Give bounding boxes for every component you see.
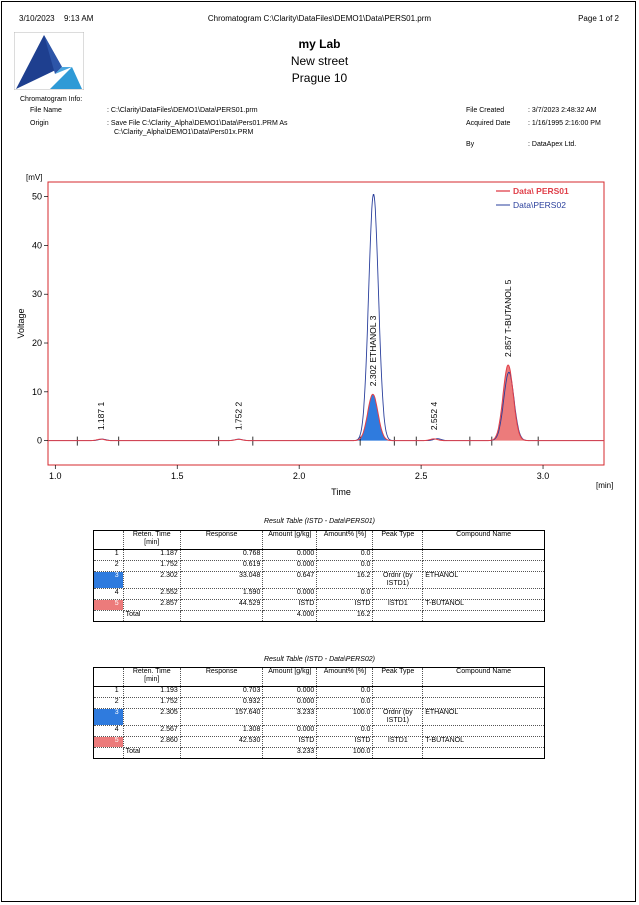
y-tick-label: 20 — [31, 338, 42, 349]
table-cell: 3.233 — [263, 748, 317, 759]
table-row — [94, 737, 545, 748]
table-cell: ISTD1 — [373, 600, 423, 611]
table-cell — [373, 748, 423, 759]
table-cell — [423, 698, 545, 709]
table-cell: 157.640 — [180, 709, 263, 726]
y-tick-label: 10 — [31, 386, 42, 397]
acquired-date-label: Acquired Date — [466, 120, 511, 127]
table-cell: ISTD — [263, 600, 317, 611]
table-row — [94, 611, 545, 622]
lab-city: Prague 10 — [291, 71, 348, 85]
peak-label: 2.302 ETHANOL 3 — [367, 315, 378, 387]
table-row — [94, 550, 545, 561]
lab-name: my Lab — [298, 37, 341, 51]
y-tick-label: 30 — [31, 289, 42, 300]
series-pers01-line — [48, 365, 604, 441]
file-created-value: : 3/7/2023 2:48:32 AM — [528, 107, 597, 114]
column-header — [94, 531, 124, 550]
table-cell: 0.000 — [263, 550, 317, 561]
table-cell: 2.860 — [123, 737, 180, 748]
table-cell: 16.2 — [317, 611, 373, 622]
result-table-2-title: Result Table (ISTD - Data\PERS02) — [263, 656, 375, 663]
table-cell: Ordnr (by ISTD1) — [373, 709, 423, 726]
x-tick-label: 1.5 — [170, 471, 184, 481]
column-header: Amount% [%] — [317, 668, 373, 687]
column-header: Amount% [%] — [317, 531, 373, 550]
table-row — [94, 709, 545, 726]
x-unit-label: [min] — [596, 481, 614, 490]
table-cell: 2 — [94, 698, 124, 709]
table-cell: 1.187 — [123, 550, 180, 561]
table-cell: 42.530 — [180, 737, 263, 748]
origin-label: Origin — [30, 120, 49, 127]
x-tick-label: 1.0 — [49, 471, 62, 481]
x-tick-label: 3.0 — [536, 471, 550, 481]
table-cell — [373, 550, 423, 561]
table-cell: 4 — [94, 726, 124, 737]
lab-street: New street — [290, 54, 349, 68]
column-header: Compound Name — [423, 531, 545, 550]
table-cell: 0.0 — [317, 726, 373, 737]
by-label: By — [466, 141, 475, 148]
legend-pers02-label: Data\PERS02 — [513, 200, 566, 210]
table-cell — [373, 589, 423, 600]
table-cell: 2.552 — [123, 589, 180, 600]
by-value: : DataApex Ltd. — [528, 141, 577, 148]
table-cell: 0.932 — [180, 698, 263, 709]
table-cell — [180, 611, 263, 622]
table-row — [94, 572, 545, 589]
table-cell — [423, 589, 545, 600]
table-cell: 5 — [94, 737, 124, 748]
column-header: Compound Name — [423, 668, 545, 687]
result-table-1 — [93, 530, 545, 622]
table-cell: 1.752 — [123, 561, 180, 572]
y-unit-label: [mV] — [26, 173, 43, 182]
y-axis-label: Voltage — [16, 308, 26, 339]
table-cell: 0.0 — [317, 561, 373, 572]
x-tick-label: 2.0 — [292, 471, 306, 481]
table-row — [94, 748, 545, 759]
table-cell: ISTD — [317, 737, 373, 748]
table-cell: 0.703 — [180, 687, 263, 698]
result-table-2 — [93, 667, 545, 759]
table-cell: ISTD — [263, 737, 317, 748]
table-cell: Total — [123, 611, 180, 622]
column-header: Reten. Time [min] — [123, 668, 180, 687]
column-header: Peak Type — [373, 531, 423, 550]
print-time: 9:13 AM — [64, 14, 94, 23]
table-cell: 16.2 — [317, 572, 373, 589]
y-tick-label: 50 — [31, 191, 42, 202]
table-cell: T-BUTANOL — [423, 600, 545, 611]
table-cell: ISTD — [317, 600, 373, 611]
peak-label: 1.752 2 — [233, 401, 244, 431]
column-header: Amount [g/kg] — [263, 531, 317, 550]
table-cell: 3 — [94, 709, 124, 726]
table-cell — [423, 748, 545, 759]
print-date: 3/10/2023 — [19, 14, 55, 23]
table-cell: 1.590 — [180, 589, 263, 600]
chromatogram-chart — [0, 165, 639, 505]
table-cell: 0.0 — [317, 698, 373, 709]
table-cell: 2.302 — [123, 572, 180, 589]
table-cell: 1.752 — [123, 698, 180, 709]
table-row — [94, 600, 545, 611]
table-cell: 33.048 — [180, 572, 263, 589]
peak-label: 2.552 4 — [428, 401, 439, 431]
table-cell: ETHANOL — [423, 709, 545, 726]
table-cell — [94, 611, 124, 622]
table-cell — [423, 687, 545, 698]
table-cell: 3.233 — [263, 709, 317, 726]
table-row — [94, 687, 545, 698]
table-cell — [373, 611, 423, 622]
table-cell: 4 — [94, 589, 124, 600]
table-cell — [373, 561, 423, 572]
peak-label: 1.187 1 — [95, 401, 106, 431]
peak-label: 2.857 T-BUTANOL 5 — [503, 279, 514, 357]
table-cell: 0.0 — [317, 687, 373, 698]
acquired-date-value: : 1/16/1995 2:16:00 PM — [528, 120, 601, 127]
table-cell: ISTD1 — [373, 737, 423, 748]
table-cell: 0.768 — [180, 550, 263, 561]
table-cell — [373, 687, 423, 698]
table-cell: 0.000 — [263, 726, 317, 737]
table-row — [94, 726, 545, 737]
table-cell: 0.0 — [317, 550, 373, 561]
table-cell: 2.857 — [123, 600, 180, 611]
column-header: Response — [180, 668, 263, 687]
origin-value-2: C:\Clarity_Alpha\DEMO1\Data\Pers01x.PRM — [114, 129, 254, 136]
column-header: Reten. Time [min] — [123, 531, 180, 550]
file-name-value: : C:\Clarity\DataFiles\DEMO1\Data\PERS01.prm — [107, 107, 258, 114]
table-cell: 2 — [94, 561, 124, 572]
table-cell: 1 — [94, 687, 124, 698]
column-header: Peak Type — [373, 668, 423, 687]
table-cell: 44.529 — [180, 600, 263, 611]
file-name-label: File Name — [30, 107, 62, 114]
page-number: Page 1 of 2 — [578, 14, 619, 23]
table-cell: Total — [123, 748, 180, 759]
table-cell: 0.0 — [317, 589, 373, 600]
series-pers02-line — [48, 195, 604, 441]
table-row — [94, 589, 545, 600]
plot-area — [48, 182, 604, 465]
table-cell: 1 — [94, 550, 124, 561]
column-header: Response — [180, 531, 263, 550]
table-cell: 1.308 — [180, 726, 263, 737]
y-tick-label: 0 — [36, 435, 42, 446]
table-cell: 1.193 — [123, 687, 180, 698]
table-cell — [423, 550, 545, 561]
table-row — [94, 698, 545, 709]
table-cell: 100.0 — [317, 748, 373, 759]
table-cell: 0.000 — [263, 698, 317, 709]
table-cell — [373, 698, 423, 709]
result-table-1-title: Result Table (ISTD - Data\PERS01) — [263, 518, 375, 525]
table-header-row — [94, 668, 545, 687]
file-created-label: File Created — [466, 107, 505, 114]
x-axis-label: Time — [331, 487, 351, 497]
table-cell: 0.000 — [263, 589, 317, 600]
y-tick-label: 40 — [31, 240, 42, 251]
table-cell: 0.647 — [263, 572, 317, 589]
table-header-row — [94, 531, 545, 550]
table-row — [94, 561, 545, 572]
x-tick-label: 2.5 — [414, 471, 428, 481]
table-cell: 0.000 — [263, 561, 317, 572]
table-cell — [373, 726, 423, 737]
column-header — [94, 668, 124, 687]
table-cell: 100.0 — [317, 709, 373, 726]
table-cell: Ordnr (by ISTD1) — [373, 572, 423, 589]
table-cell: 2.567 — [123, 726, 180, 737]
table-cell — [423, 611, 545, 622]
table-cell: 2.305 — [123, 709, 180, 726]
table-cell: 5 — [94, 600, 124, 611]
table-cell — [180, 748, 263, 759]
table-cell: ETHANOL — [423, 572, 545, 589]
table-cell: 0.000 — [263, 687, 317, 698]
origin-value-1: : Save File C:\Clarity_Alpha\DEMO1\Data\Pers01.PRM As — [107, 120, 288, 127]
table-cell: 4.000 — [263, 611, 317, 622]
table-cell: 0.619 — [180, 561, 263, 572]
table-cell: T-BUTANOL — [423, 737, 545, 748]
table-cell — [423, 561, 545, 572]
legend-pers01-label: Data\ PERS01 — [513, 186, 569, 196]
table-cell: 3 — [94, 572, 124, 589]
table-cell — [94, 748, 124, 759]
table-cell — [423, 726, 545, 737]
document-title: Chromatogram C:\Clarity\DataFiles\DEMO1\Data\PERS01.prm — [207, 14, 432, 23]
info-heading: Chromatogram Info: — [20, 96, 83, 103]
column-header: Amount [g/kg] — [263, 668, 317, 687]
